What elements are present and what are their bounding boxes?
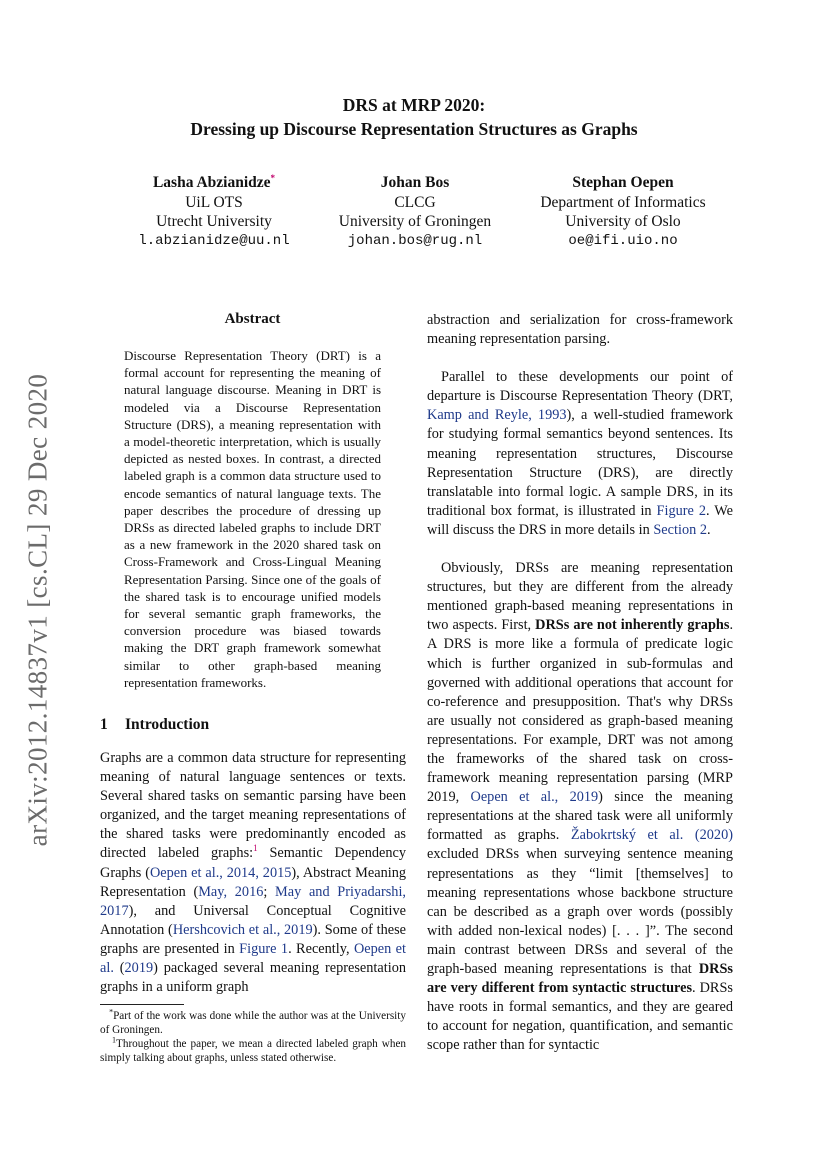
paragraph: abstraction and serialization for cross-framework meaning representation parsing.: [427, 312, 733, 348]
author-email: johan.bos@rug.nl: [347, 232, 483, 249]
paragraph: Obviously, DRSs are meaning representation structures, but they are different from the already mentioned graph-based meaning representations in two aspects. First, DRSs are not inherently graphs. A DRS is more like a formula of predicate logic which is further organized in sub-formulas and governed with additional operations that account for co-reference and presupposition. That's why DRSs are usually not considered as graph-based meaning representations. For example, DRT was not among the frameworks of the shared task on cross-framework meaning representation parsing (MRP 2019, Oepen et al., 2019) since the meaning representations at the shared task were all uniformly formatted as graphs. Žabokrtský et al. (2020) excluded DRSs when surveying sentence meaning representations as they “limit [themselves] to meaning representations whose backbone structure can be described as a graph over words (possibly with added non-lexical nodes) [. . . ]”. The second main contrast between DRSs and several of the graph-based meaning representations is that DRSs are very different from syntactic structures. DRSs have roots in formal semantics, and they are geared to account for negation, quantification, and semantic scope rather than for syntactic: [427, 560, 734, 1054]
footnote-ref[interactable]: 1: [253, 843, 258, 854]
title-line-2: Dressing up Discourse Representation Structures as Graphs: [190, 119, 638, 139]
left-column-body: [100, 749, 406, 997]
title-line-1: DRS at MRP 2020:: [342, 95, 486, 115]
paper-title: [0, 93, 828, 141]
author-affiliation: UiL OTS: [185, 193, 243, 211]
citation-link[interactable]: Oepen et al., 2019: [470, 789, 599, 806]
abstract-text: Discourse Representation Theory (DRT) is a formal account for representing the meaning of natural language discourse. Meaning in DRT is modeled via a Discourse Representation Structure (DRS), a meaning representation with a model-theoretic interpretation, which is usually depicted as nested boxes. In contrast, a directed labeled graph is a common data structure used to encode semantics of natural language texts. The paper describes the procedure of dressing up DRSs as directed labeled graphs to include DRT as a new framework in the 2020 shared task on Cross-Framework and Cross-Lingual Meaning Representation Parsing. Since one of the goals of the shared task is to encourage unified models for several semantic graph frameworks, the conversion procedure was biased towards making the DRT graph framework somewhat similar to other graph-based meaning representation frameworks.: [124, 348, 381, 690]
paragraph: Parallel to these developments our point of departure is Discourse Representation Theory (DRT, Kamp and Reyle, 1993), a well-studied framework for studying formal semantics beyond sentences. Its meaning representation structures, Discourse Representation Structure (DRS), are directly translatable into formal logic. A sample DRS, in its traditional box format, is illustrated in Figure 2. We will discuss the DRS in more details in Section 2.: [427, 369, 733, 538]
footnote: [100, 1009, 406, 1037]
figure-link[interactable]: Figure 2: [656, 502, 706, 519]
citation-link[interactable]: May, 2016: [198, 883, 264, 900]
section-number: 1: [100, 716, 108, 733]
author-footnote-mark[interactable]: *: [270, 172, 276, 183]
arxiv-stamp: arXiv:2012.14837v1 [cs.CL] 29 Dec 2020: [22, 373, 53, 847]
section-heading: [100, 716, 209, 734]
right-column-body: [427, 311, 733, 1055]
author-email: oe@ifi.uio.no: [568, 232, 678, 249]
citation-link[interactable]: 2019: [124, 960, 154, 977]
author-affiliation: CLCG: [394, 193, 436, 211]
author-affiliation: University of Oslo: [565, 213, 681, 230]
citation-link[interactable]: Kamp and Reyle, 1993: [427, 407, 567, 424]
footnote-text: Throughout the paper, we mean a directed labeled graph when simply talking about graphs, unless stated otherwise.: [100, 1038, 407, 1064]
author-block: [295, 173, 535, 251]
figure-link[interactable]: Figure 1: [239, 940, 289, 957]
footnote: [100, 1037, 406, 1065]
author-name: Johan Bos: [380, 174, 450, 191]
bold-claim: DRSs are very different from syntactic structures: [427, 961, 733, 997]
intro-paragraph: Graphs are a common data structure for representing meaning of natural language sentences or texts. Several shared tasks on semantic parsing have been organized, and the target meaning representations of the shared tasks were predominantly encoded as directed labeled graphs:$^1$ Semantic Dependency Graphs (Oepen et al., 2014, 2015), Abstract Meaning Representation (May, 2016; May and Priyadarshi, 2017), and Universal Conceptual Cognitive Annotation (Hershcovich et al., 2019). Some of these graphs are presented in Figure 1. Recently, Oepen et al. (2019) packaged several meaning representation graphs in a uniform graph: [100, 750, 406, 996]
author-name: Stephan Oepen: [572, 174, 674, 191]
author-name: Lasha Abzianidze: [152, 174, 271, 191]
author-affiliation: University of Groningen: [338, 213, 492, 230]
bold-claim: DRSs are not inherently graphs: [535, 617, 730, 634]
citation-link[interactable]: Oepen et al., 2014, 2015: [149, 864, 292, 881]
author-block: [503, 173, 743, 251]
section-link[interactable]: Section 2: [653, 521, 707, 538]
author-affiliation: Department of Informatics: [540, 193, 706, 211]
footnote-text: Part of the work was done while the author was at the University of Groningen.: [100, 1010, 406, 1036]
citation-link[interactable]: Oepen et al.: [100, 940, 406, 977]
footnote-rule: [100, 1004, 184, 1005]
citation-link[interactable]: Hershcovich et al., 2019: [172, 921, 313, 938]
citation-link[interactable]: May and Priyadarshi, 2017: [100, 883, 406, 919]
author-affiliation: Utrecht University: [156, 213, 272, 230]
abstract-heading: Abstract: [224, 311, 281, 327]
footnote-mark: *: [109, 1007, 114, 1017]
footnote-mark: 1: [112, 1035, 117, 1045]
author-email: l.abzianidze@uu.nl: [138, 232, 290, 249]
section-title: Introduction: [125, 716, 210, 733]
citation-link[interactable]: Žabokrtský et al. (2020): [570, 827, 733, 844]
